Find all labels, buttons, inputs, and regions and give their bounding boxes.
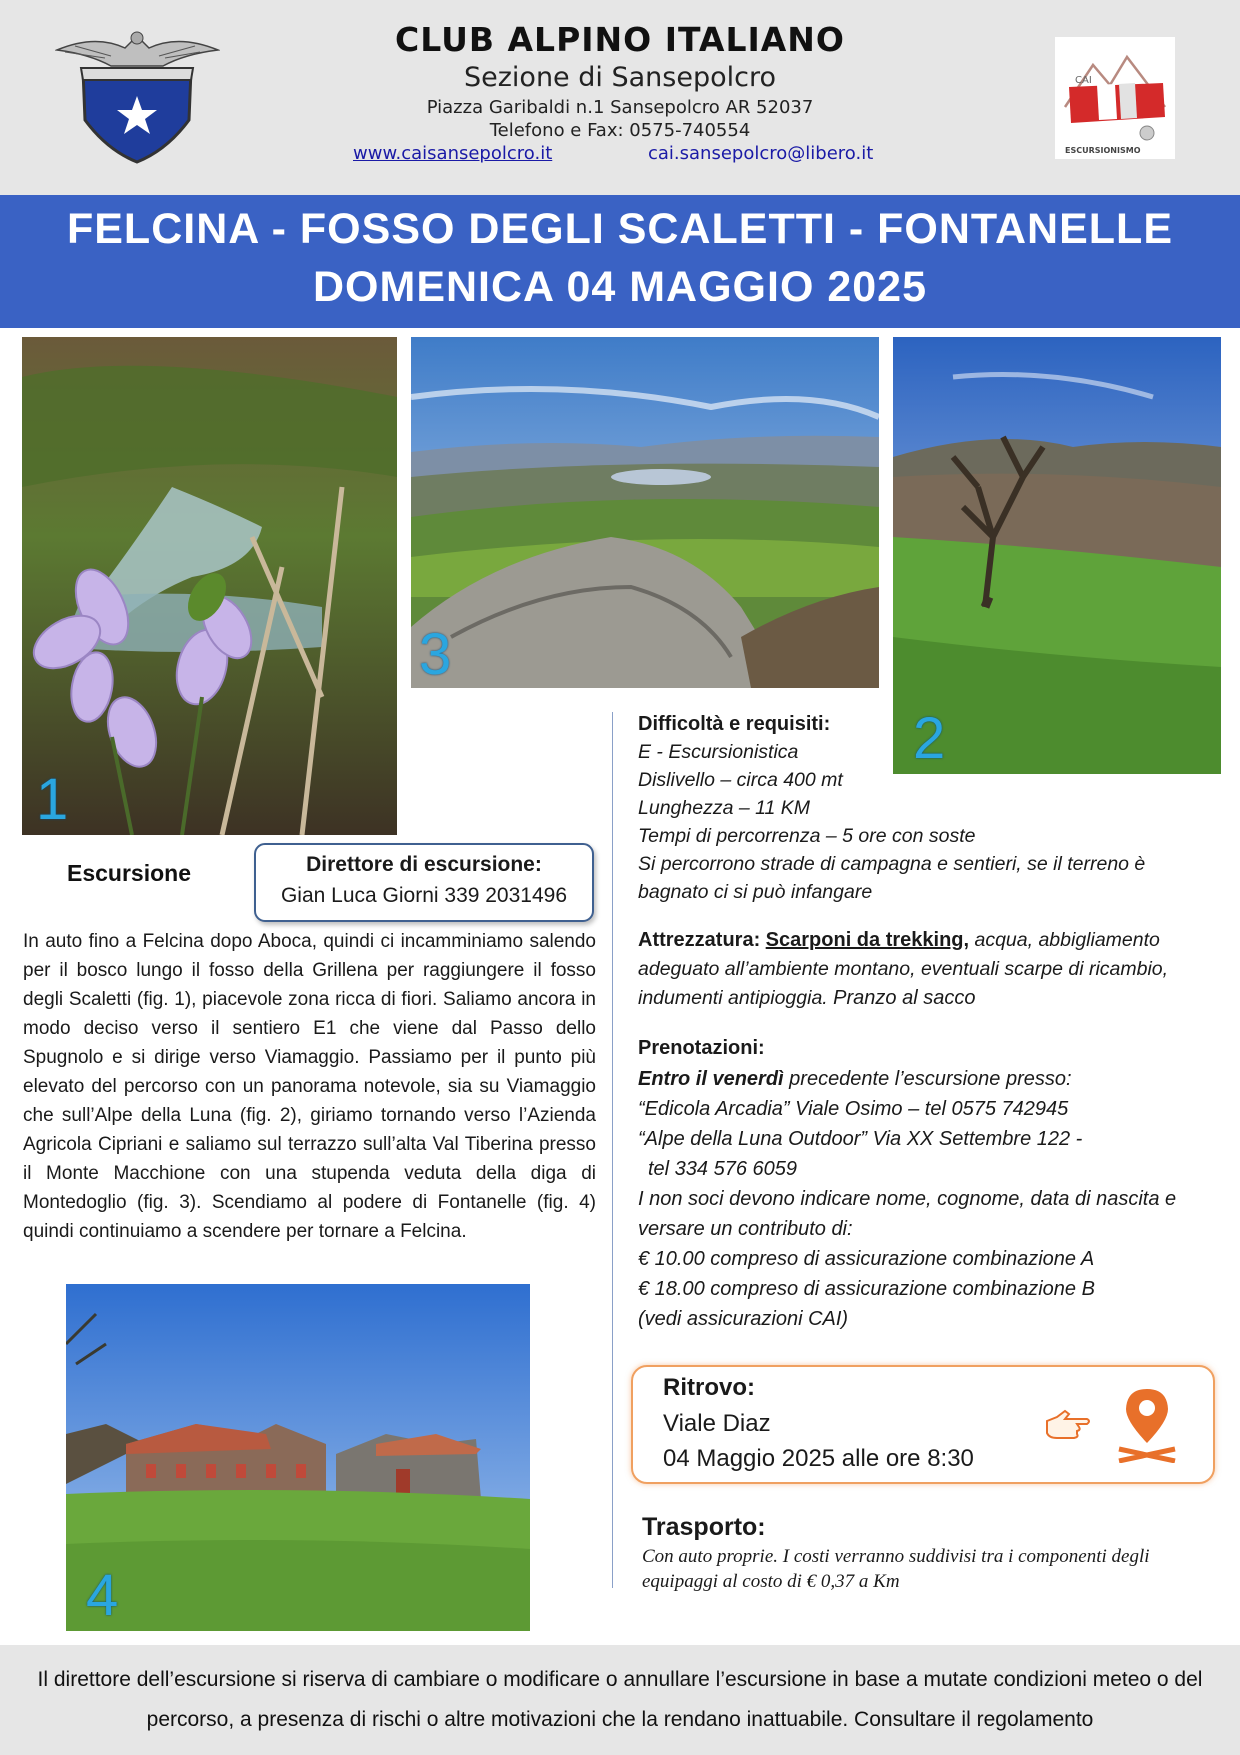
director-name-phone: Gian Luca Giorni 339 2031496: [280, 884, 568, 907]
ritrovo-place: Viale Diaz: [663, 1410, 771, 1437]
booking-fee-b: € 18.00 compreso di assicurazione combinazione B: [638, 1278, 1095, 1300]
difficolta-line: Si percorrono strade di campagna e sentieri, se il terreno è bagnato ci si può infangare: [638, 853, 1146, 903]
attrezzatura-text: acqua, abbigliamento adeguato all’ambiente montano, eventuali scarpe di ricambio, indumenti antipioggia.: [638, 929, 1169, 1009]
figure-number-2: 2: [913, 706, 946, 771]
attrezzatura-block: [638, 926, 1218, 1013]
booking-outdoor-phone: tel 334 576 6059: [648, 1158, 798, 1180]
website-link[interactable]: www.caisansepolcro.it: [353, 143, 553, 164]
difficolta-line: Lunghezza – 11 KM: [638, 797, 811, 819]
difficolta-line: E - Escursionistica: [638, 741, 799, 763]
attrezzatura-heading: Attrezzatura:: [638, 929, 761, 951]
attrezzatura-scarponi: Scarponi da trekking,: [765, 929, 970, 951]
prenotazioni-entro-bold: Entro il venerdì: [638, 1068, 784, 1090]
difficolta-heading: Difficoltà e requisiti:: [638, 713, 831, 735]
excursion-date: DOMENICA 04 MAGGIO 2025: [313, 263, 927, 311]
booking-insurance-note: (vedi assicurazioni CAI): [638, 1308, 849, 1330]
info-column: [638, 710, 1218, 1334]
ritrovo-time: 04 Maggio 2025 alle ore 8:30: [663, 1445, 974, 1472]
attrezzatura-pranzo: Pranzo al sacco: [833, 987, 976, 1009]
excursion-description: In auto fino a Felcina dopo Aboca, quindi ci incamminiamo salendo per il bosco lungo il fosso della Grillena per raggiungere il fosso degli Scaletti (fig. 1), piacevole zona ricca di fiori. Saliamo ancora in modo deciso verso il sentiero E1 che viene dal Passo dello Spugnolo e si dirige verso Viamaggio. Passiamo per il punto più elevato del percorso con un panorama notevole, sia su Viamaggio che sull’Alpe della Luna (fig. 2), giriamo tornando verso l’Azienda Agricola Cipriani e saliamo sul terrazzo sull’alta Val Tiberina presso il Monte Macchione con una stupenda veduta della diga di Montedoglio (fig. 3). Scendiamo al podere di Fontanelle (fig. 4) quindi continuiamo a scendere per tornare a Felcina.: [23, 931, 596, 1242]
photo-meadow-tree: [893, 337, 1221, 774]
column-divider: [612, 712, 613, 1588]
logo-cai-text: CAI: [1075, 75, 1092, 86]
booking-non-soci: I non soci devono indicare nome, cognome, data di nascita e versare un contributo di:: [638, 1188, 1177, 1240]
location-pin-icon: [1113, 1385, 1181, 1463]
difficolta-line: Tempi di percorrenza – 5 ore con soste: [638, 825, 976, 847]
cai-escursionismo-logo: [1055, 37, 1175, 159]
difficolta-line: Dislivello – circa 400 mt: [638, 769, 843, 791]
photo-farmhouse: [66, 1284, 530, 1631]
prenotazioni-entro-rest: precedente l’escursione presso:: [789, 1068, 1072, 1090]
trasporto-heading: Trasporto:: [642, 1513, 766, 1541]
excursion-title: FELCINA - FOSSO DEGLI SCALETTI - FONTANELLE: [66, 205, 1173, 253]
photo-lake-panorama: [411, 337, 879, 688]
address: Piazza Garibaldi n.1 Sansepolcro AR 52037: [426, 97, 814, 118]
booking-fee-a: € 10.00 compreso di assicurazione combinazione A: [638, 1248, 1095, 1270]
disclaimer-text: Il direttore dell’escursione si riserva di cambiare o modificare o annullare l’escursione in base a mutate condizioni meteo o del percorso, a presenza di rischi o altre motivazioni che la rendano inattuabile. Consultare il regolamento: [37, 1668, 1203, 1731]
ritrovo-heading: Ritrovo:: [663, 1374, 755, 1401]
figure-number-3: 3: [419, 622, 452, 687]
booking-edicola: “Edicola Arcadia” Viale Osimo – tel 0575 742945: [638, 1098, 1069, 1120]
pointing-hand-icon: [1043, 1405, 1093, 1445]
club-name: CLUB ALPINO ITALIANO: [395, 20, 845, 59]
photo-stream-flowers: [22, 337, 397, 835]
escursione-heading: Escursione: [67, 860, 191, 886]
booking-outdoor: “Alpe della Luna Outdoor” Via XX Settembre 122 -: [638, 1128, 1083, 1150]
director-title: Direttore di escursione:: [306, 853, 542, 876]
prenotazioni-entro: [638, 1064, 1218, 1094]
trasporto-text: Con auto proprie. I costi verranno suddivisi tra i componenti degli equipaggi al costo di € 0,37 a Km: [642, 1546, 1150, 1592]
phone-fax: Telefono e Fax: 0575-740554: [489, 120, 751, 141]
section-name: Sezione di Sansepolcro: [464, 62, 776, 93]
email-link[interactable]: cai.sansepolcro@libero.it: [648, 143, 874, 164]
logo-escursionismo-text: ESCURSIONISMO: [1065, 146, 1141, 155]
figure-number-1: 1: [36, 767, 69, 832]
prenotazioni-heading: Prenotazioni:: [638, 1037, 765, 1059]
figure-number-4: 4: [86, 1563, 119, 1628]
